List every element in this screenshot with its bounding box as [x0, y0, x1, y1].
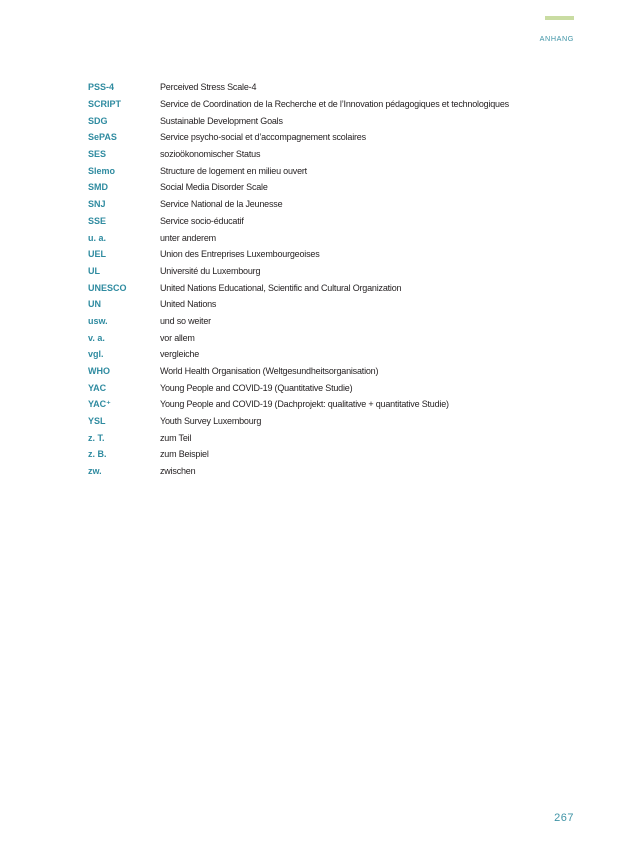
- abbreviation-definition: Sustainable Development Goals: [160, 115, 283, 126]
- abbreviation-definition: Service de Coordination de la Recherche et de l’Innovation pédagogiques et technologiques: [160, 99, 509, 110]
- abbreviation-row: [88, 79, 568, 96]
- abbreviation-definition: Youth Survey Luxembourg: [160, 416, 262, 427]
- abbreviation-row: [88, 96, 568, 113]
- abbreviation-term: Slemo: [88, 165, 116, 176]
- abbreviation-term: SePAS: [88, 132, 117, 143]
- abbreviation-term: PSS-4: [88, 82, 115, 93]
- abbreviation-definition: Service psycho-social et d’accompagnement scolaires: [160, 132, 366, 143]
- abbreviation-row: [88, 263, 568, 280]
- abbreviation-term: WHO: [88, 366, 110, 377]
- abbreviation-definition: Structure de logement en milieu ouvert: [160, 165, 307, 176]
- abbreviation-term: zw.: [88, 466, 102, 477]
- abbreviation-row: [88, 396, 568, 413]
- abbreviation-term: u. a.: [88, 232, 107, 243]
- abbreviation-term: SSE: [88, 215, 107, 226]
- header-accent-bar: [545, 16, 574, 20]
- abbreviation-definition: United Nations Educational, Scientific and Cultural Organization: [160, 282, 402, 293]
- abbreviation-term: vgl.: [88, 349, 104, 360]
- abbreviation-definition: vor allem: [160, 332, 195, 343]
- abbreviation-row: [88, 213, 568, 230]
- abbreviation-definition: Social Media Disorder Scale: [160, 182, 268, 193]
- abbreviation-row: [88, 313, 568, 330]
- abbreviation-term: z. B.: [88, 449, 107, 460]
- abbreviation-definition: Service socio-éducatif: [160, 215, 244, 226]
- abbreviation-definition: Young People and COVID-19 (Dachprojekt: qualitative + quantitative Studie): [160, 399, 449, 410]
- abbreviation-term: SNJ: [88, 199, 106, 210]
- abbreviation-term: SCRIPT: [88, 99, 122, 110]
- abbreviation-term: YSL: [88, 416, 106, 427]
- abbreviation-row: [88, 296, 568, 313]
- abbreviation-definition: sozioökonomischer Status: [160, 149, 261, 160]
- abbreviation-row: [88, 179, 568, 196]
- abbreviation-row: [88, 413, 568, 430]
- abbreviation-definition: Université du Luxembourg: [160, 265, 261, 276]
- abbreviation-term: UL: [88, 265, 100, 276]
- abbreviation-row: [88, 246, 568, 263]
- page-number: 267: [554, 812, 574, 824]
- abbreviation-list: [88, 79, 568, 480]
- abbreviation-row: [88, 329, 568, 346]
- abbreviation-term: SDG: [88, 115, 108, 126]
- abbreviation-definition: unter anderem: [160, 232, 216, 243]
- abbreviation-row: [88, 346, 568, 363]
- abbreviation-row: [88, 429, 568, 446]
- abbreviation-row: [88, 379, 568, 396]
- abbreviation-row: [88, 279, 568, 296]
- abbreviation-row: [88, 129, 568, 146]
- abbreviation-row: [88, 229, 568, 246]
- abbreviation-definition: und so weiter: [160, 315, 211, 326]
- abbreviation-row: [88, 112, 568, 129]
- abbreviation-definition: Service National de la Jeunesse: [160, 199, 283, 210]
- abbreviation-definition: United Nations: [160, 299, 217, 310]
- abbreviation-row: [88, 463, 568, 480]
- abbreviation-term: SMD: [88, 182, 108, 193]
- abbreviation-definition: Union des Entreprises Luxembourgeoises: [160, 249, 320, 260]
- abbreviation-term: UNESCO: [88, 282, 127, 293]
- abbreviation-row: [88, 146, 568, 163]
- abbreviation-row: [88, 363, 568, 380]
- section-label: ANHANG: [539, 34, 574, 43]
- abbreviation-term: UEL: [88, 249, 106, 260]
- abbreviation-term: z. T.: [88, 432, 105, 443]
- abbreviation-definition: zum Beispiel: [160, 449, 209, 460]
- abbreviation-term: v. a.: [88, 332, 105, 343]
- abbreviation-term: YAC⁺: [88, 398, 111, 409]
- abbreviation-term: usw.: [88, 315, 108, 326]
- abbreviation-row: [88, 446, 568, 463]
- abbreviation-definition: World Health Organisation (Weltgesundheitsorganisation): [160, 366, 379, 377]
- abbreviation-term: YAC: [88, 382, 107, 393]
- abbreviation-definition: vergleiche: [160, 349, 200, 360]
- abbreviation-definition: Young People and COVID-19 (Quantitative Studie): [160, 382, 353, 393]
- abbreviation-definition: zwischen: [160, 466, 196, 477]
- abbreviation-row: [88, 196, 568, 213]
- abbreviation-definition: zum Teil: [160, 432, 192, 443]
- abbreviation-definition: Perceived Stress Scale-4: [160, 82, 257, 93]
- abbreviation-term: UN: [88, 299, 101, 310]
- abbreviation-term: SES: [88, 149, 107, 160]
- abbreviation-row: [88, 162, 568, 179]
